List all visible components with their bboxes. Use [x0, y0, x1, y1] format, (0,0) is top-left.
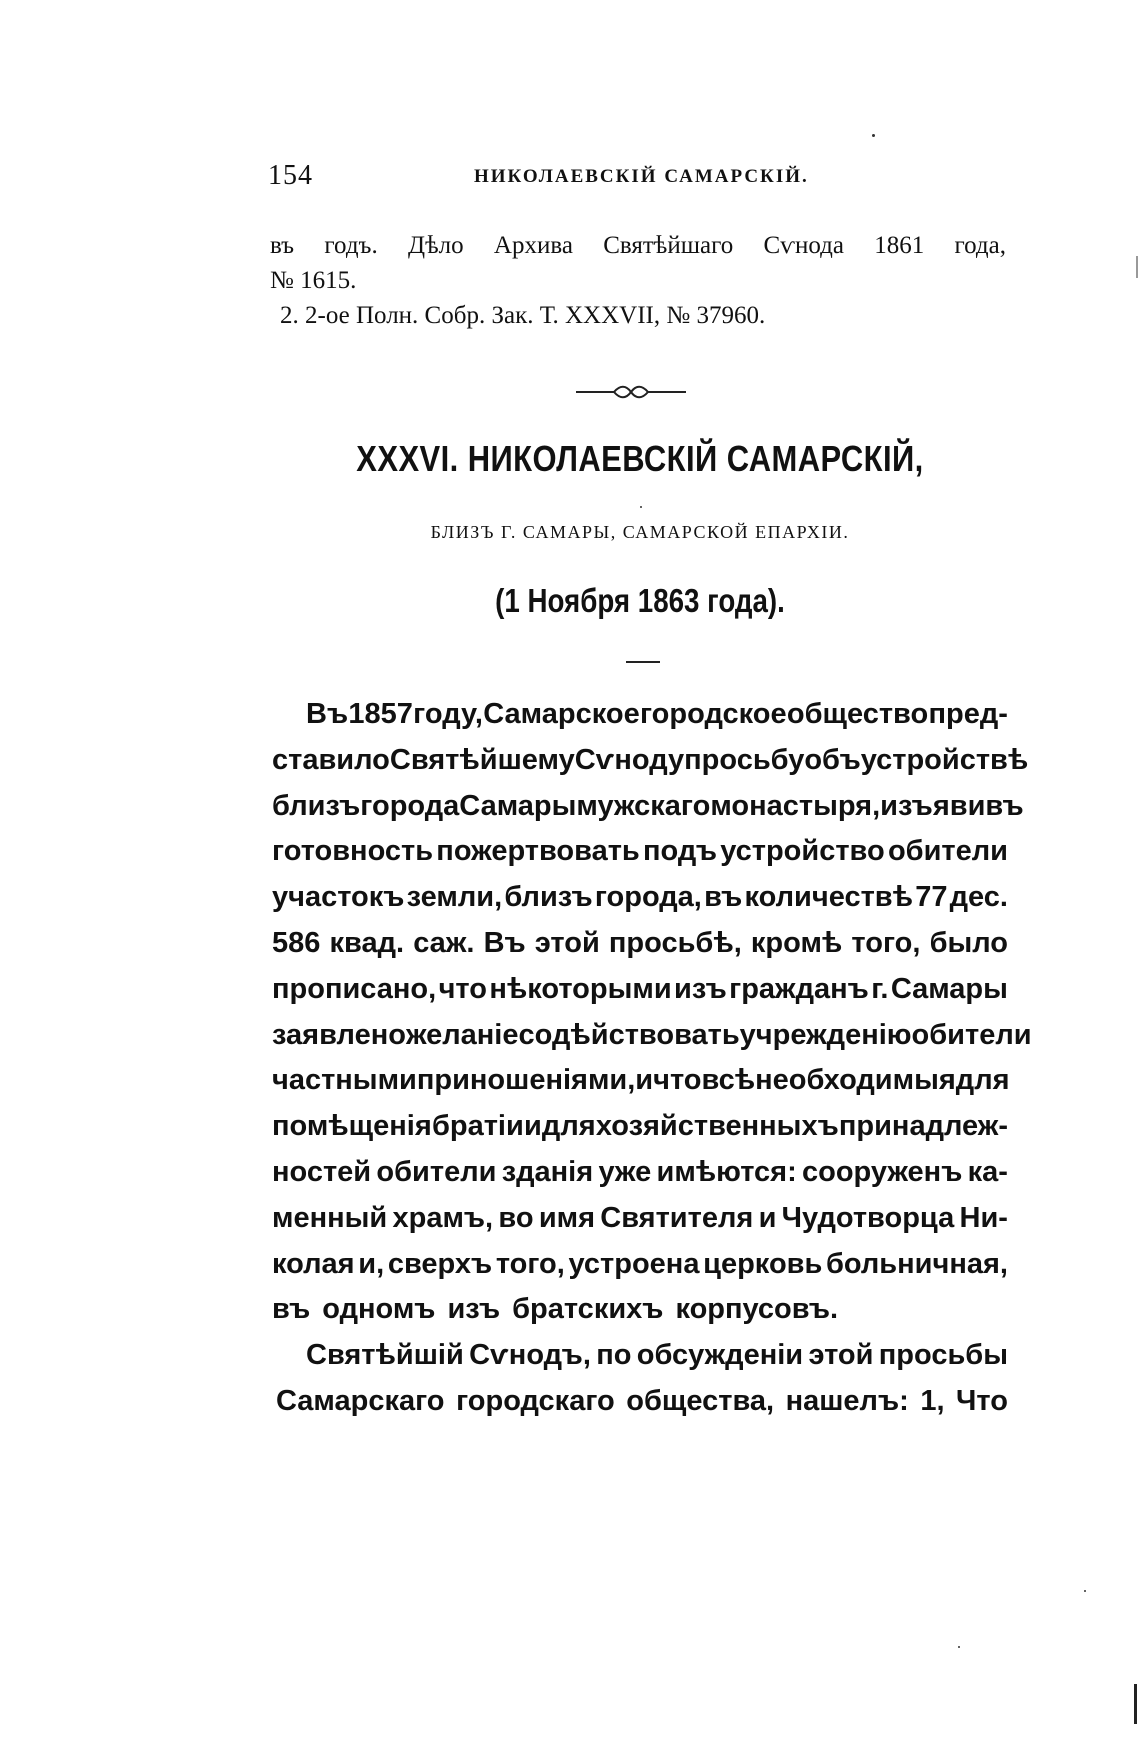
footnote-word: Дѣло [408, 232, 464, 259]
scan-speck [1084, 1590, 1086, 1592]
text-line [272, 921, 1008, 967]
word: изъ [447, 1293, 501, 1326]
word: того, [851, 926, 921, 959]
word: сверхъ [387, 1247, 493, 1280]
word: для [955, 1064, 1010, 1097]
word: того, [495, 1247, 565, 1280]
word: Самарское [483, 698, 640, 730]
word: обители [376, 1155, 497, 1188]
text-line [272, 692, 1008, 738]
word: Самарскаго [276, 1384, 445, 1417]
word: этой [808, 1339, 874, 1372]
word: Самары [890, 972, 1008, 1005]
word: устройствѣ [860, 743, 1029, 776]
word: въ [272, 1293, 311, 1326]
word: г. [871, 972, 889, 1005]
word: города, [594, 881, 702, 914]
scan-edge-mark [1136, 256, 1138, 278]
word: городское [639, 698, 787, 730]
word: менный [272, 1201, 388, 1234]
word: земли, [406, 881, 503, 914]
word: нѣкоторыми [489, 972, 672, 1005]
section-date: (1 Ноября 1863 года). [495, 582, 785, 619]
word: объ [804, 743, 861, 776]
word: и [523, 1110, 542, 1143]
word: больничная, [825, 1247, 1008, 1280]
text-line [272, 1196, 1008, 1242]
word: гражданъ [729, 972, 869, 1005]
word: устройство [720, 835, 885, 868]
word: обсужденіи [636, 1339, 804, 1372]
word: ностей [272, 1155, 372, 1188]
word: обители [887, 835, 1008, 868]
word: учрежденію [739, 1018, 912, 1051]
word: участокъ [272, 881, 405, 914]
word: корпусовъ. [675, 1293, 839, 1326]
word: для [541, 1110, 596, 1143]
word: 1857 [348, 698, 413, 730]
footnote-word: 1861 [874, 232, 925, 259]
text-line [272, 784, 1024, 830]
word: хозяйственныхъ [595, 1110, 839, 1143]
word: прописано, [272, 972, 437, 1005]
word: общество [786, 698, 929, 730]
word: мужскаго [576, 789, 711, 822]
word: церковь [703, 1247, 823, 1280]
word: нашелъ: [785, 1384, 909, 1417]
word: изъ [674, 972, 727, 1005]
word: Ни- [959, 1201, 1008, 1234]
word: сооруженъ [802, 1155, 963, 1188]
text-line [272, 1333, 1008, 1379]
word: помѣщенія [272, 1110, 432, 1143]
word: зданія [501, 1155, 594, 1188]
word: имя [538, 1201, 596, 1234]
footnote-word: въ [270, 232, 295, 259]
word: просьбу [684, 743, 805, 776]
footnote-word: годъ. [324, 232, 378, 259]
section-title: XXXVI. НИКОЛАЕВСКІЙ САМАРСКІЙ, [356, 438, 924, 479]
scan-speck [872, 134, 875, 137]
word: саж. [413, 926, 475, 959]
word: и, [358, 1247, 385, 1280]
word: близъ [504, 881, 593, 914]
text-line [272, 1150, 1008, 1196]
footnote-line-2: № 1615. [270, 267, 357, 294]
word: Что [956, 1384, 1008, 1417]
short-rule [626, 661, 660, 663]
footnote-line-3: 2. 2-ое Полн. Собр. Зак. Т. XXXVII, № 37960. [280, 302, 766, 329]
word: квад. [329, 926, 405, 959]
word: всѣ [701, 1064, 756, 1097]
word: устроена [568, 1247, 700, 1280]
word: Святителя [600, 1201, 754, 1234]
word: Святѣйшему [389, 743, 575, 776]
footnote-word: Архива [493, 232, 573, 259]
word: храмъ, [392, 1201, 494, 1234]
word: во [498, 1201, 534, 1234]
text-line [272, 1287, 1008, 1333]
word: приношеніями, [416, 1064, 636, 1097]
word: частными [272, 1064, 417, 1097]
word: Сѵноду [574, 743, 685, 776]
word: году, [413, 698, 483, 730]
word: 77 [915, 881, 948, 914]
word: Святѣйшій [306, 1339, 464, 1372]
word: дес. [949, 881, 1008, 914]
ornament-divider-icon [576, 382, 686, 402]
word: подъ [642, 835, 717, 868]
word: заявлено [272, 1018, 406, 1051]
word: просьбы [878, 1339, 1008, 1372]
word: просьбѣ, [608, 926, 742, 959]
word: ка- [967, 1155, 1008, 1188]
scan-speck [958, 1646, 960, 1648]
word: кромѣ [750, 926, 843, 959]
scan-speck [640, 506, 642, 508]
word: содѣйствовать [518, 1018, 740, 1051]
word: въ [704, 881, 743, 914]
footnote-word: Святѣйшаго [603, 232, 734, 259]
text-line [272, 1242, 1008, 1288]
word: колая [272, 1247, 355, 1280]
text-line [272, 738, 1029, 784]
text-line [272, 1379, 1008, 1425]
word: было [929, 926, 1008, 959]
word: обители [911, 1018, 1032, 1051]
word: Въ [306, 698, 349, 730]
footnote-word: года, [954, 232, 1006, 259]
word: что [438, 972, 487, 1005]
word: готовность [272, 835, 434, 868]
text-line [272, 967, 1008, 1013]
text-line [272, 1104, 1008, 1150]
page-number: 154 [268, 160, 313, 191]
word: близъ [272, 789, 361, 822]
footnote-line-1 [270, 228, 1006, 263]
word: одномъ [322, 1293, 436, 1326]
word: пред- [928, 698, 1008, 730]
word: городскаго [456, 1384, 615, 1417]
scan-edge-mark [1134, 1684, 1137, 1724]
word: Сѵнодъ, [469, 1339, 591, 1372]
page-header [268, 160, 1008, 200]
word: и [758, 1201, 777, 1234]
word: Самары [459, 789, 577, 822]
word: количествѣ [744, 881, 913, 914]
section-subtitle: БЛИЗЪ Г. САМАРЫ, САМАРСКОЙ ЕПАРХІИ. [430, 522, 850, 542]
word: уже [598, 1155, 652, 1188]
word: имѣются: [656, 1155, 797, 1188]
word: Въ [483, 926, 526, 959]
word: братскихъ [512, 1293, 664, 1326]
word: 1, [920, 1384, 945, 1417]
word: Чудотворца [781, 1201, 955, 1234]
word: 586 [272, 926, 321, 959]
body-text [272, 692, 1032, 1425]
footnote-word: Сѵнода [763, 232, 844, 259]
text-line [272, 829, 1008, 875]
text-line [272, 1058, 1008, 1104]
word: желаніе [405, 1018, 519, 1051]
word: общества, [626, 1384, 775, 1417]
text-line [272, 1013, 1032, 1059]
word: пожертвовать [436, 835, 640, 868]
word: этой [534, 926, 600, 959]
word: по [596, 1339, 632, 1372]
word: братіи [431, 1110, 524, 1143]
word: ставило [272, 743, 390, 776]
word: изъявивъ [880, 789, 1024, 822]
footnotes [270, 228, 1010, 333]
word: города [360, 789, 460, 822]
text-line [272, 875, 1008, 921]
word: и [635, 1064, 654, 1097]
running-head: НИКОЛАЕВСКІЙ САМАРСКІЙ. [474, 166, 809, 187]
word: необходимыя [755, 1064, 956, 1097]
word: монастыря, [710, 789, 881, 822]
word: принадлеж- [838, 1110, 1008, 1143]
word: что [653, 1064, 702, 1097]
